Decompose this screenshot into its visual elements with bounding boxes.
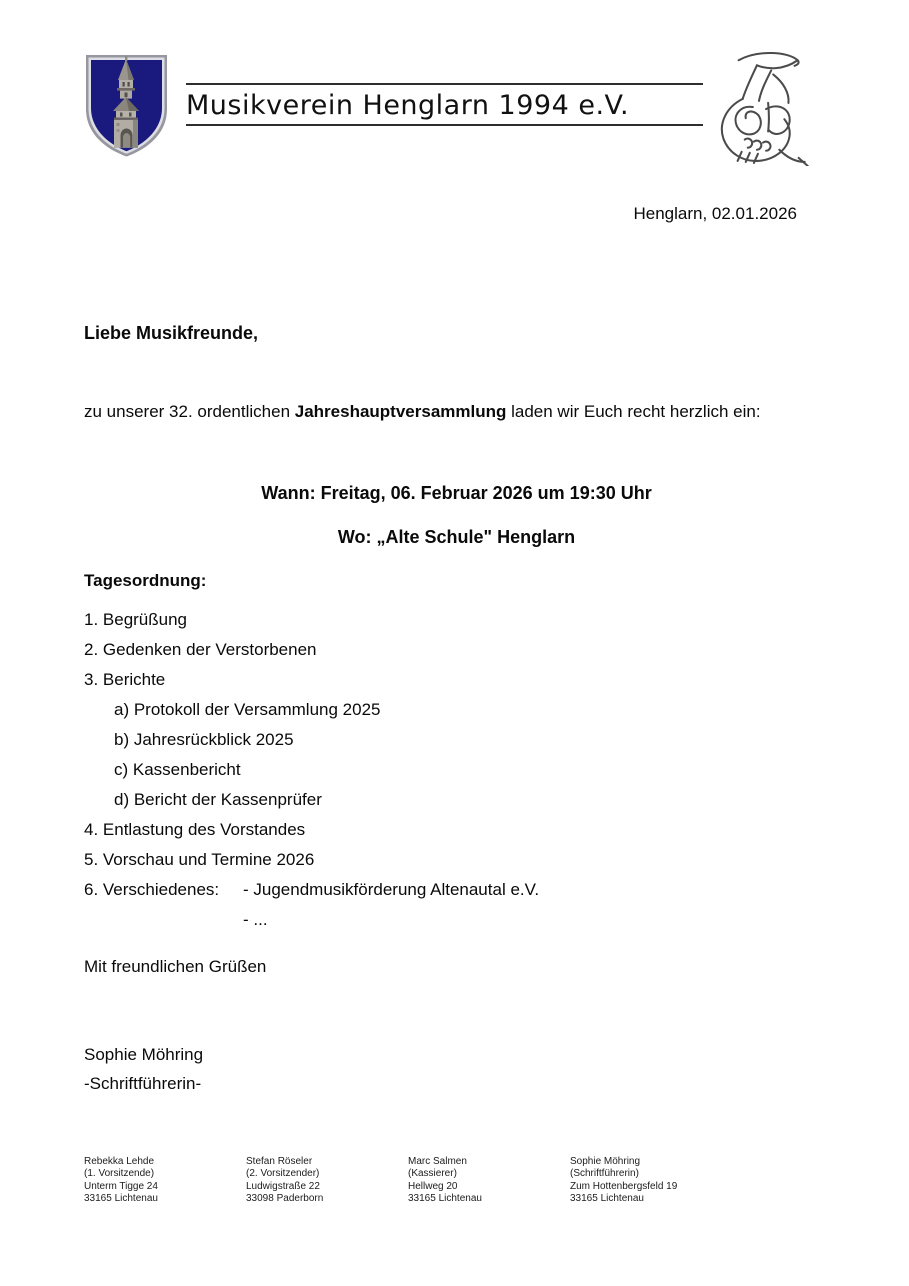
contact-city: 33165 Lichtenau [570, 1193, 644, 1205]
contact-card-2 [246, 1156, 323, 1206]
agenda-item-3a: a) Protokoll der Versammlung 2025 [114, 700, 381, 719]
salutation: Liebe Musikfreunde, [84, 323, 259, 343]
club-crest-icon [83, 53, 170, 158]
intro-after: laden wir Euch recht herzlich ein: [506, 402, 761, 421]
contact-role: (Kassierer) [408, 1168, 457, 1180]
masthead [186, 83, 703, 126]
contact-street: Unterm Tigge 24 [84, 1180, 158, 1192]
where-line: Wo: „Alte Schule" Henglarn [337, 527, 576, 547]
agenda-item-3d: d) Bericht der Kassenprüfer [114, 790, 322, 809]
intro-paragraph [84, 402, 844, 422]
contact-name: Marc Salmen [408, 1156, 467, 1167]
contact-street: Hellweg 20 [408, 1180, 458, 1192]
agenda-title: Tagesordnung: [84, 571, 207, 590]
contact-street: Ludwigstraße 22 [246, 1180, 320, 1192]
contact-role: (Schriftführerin) [570, 1168, 639, 1180]
contact-city: 33098 Paderborn [246, 1193, 324, 1205]
contact-name: Sophie Möhring [570, 1156, 641, 1167]
agenda-item-3b: b) Jahresrückblick 2025 [114, 730, 294, 749]
contact-card-3 [408, 1156, 482, 1206]
contact-role: (2. Vorsitzender) [246, 1168, 320, 1180]
club-name: Musikverein Henglarn 1994 e.V. [186, 90, 630, 121]
contact-name: Stefan Röseler [246, 1156, 313, 1167]
agenda-list [84, 605, 784, 935]
contact-card-1 [84, 1156, 158, 1206]
contact-card-4 [570, 1156, 677, 1206]
agenda-item-4: 4. Entlastung des Vorstandes [84, 820, 306, 839]
french-horn-icon [710, 46, 812, 166]
agenda-item-1: 1. Begrüßung [84, 610, 188, 629]
dateline: Henglarn, 02.01.2026 [633, 204, 797, 223]
agenda-item-6-detail: - Jugendmusikförderung Altenautal e.V. [243, 880, 540, 899]
agenda-item-6: 6. Verschiedenes: - Jugendmusikförderung Altenautal e.V. [84, 875, 784, 905]
intro-before: zu unserer 32. ordentlichen [84, 402, 295, 421]
contact-role: (1. Vorsitzende) [84, 1168, 155, 1180]
when-line: Wann: Freitag, 06. Februar 2026 um 19:30 Uhr [261, 483, 652, 503]
agenda-item-2: 2. Gedenken der Verstorbenen [84, 640, 317, 659]
contact-city: 33165 Lichtenau [408, 1193, 482, 1205]
agenda-item-3: 3. Berichte [84, 670, 166, 689]
intro-bold: Jahreshauptversammlung [294, 402, 507, 421]
signature-role: -Schriftführerin- [84, 1074, 202, 1093]
contact-name: Rebekka Lehde [84, 1156, 155, 1167]
signature-name: Sophie Möhring [84, 1045, 204, 1064]
agenda-item-6-detail-2: - ... [243, 910, 268, 929]
closing: Mit freundlichen Grüßen [84, 957, 267, 976]
contact-street: Zum Hottenbergsfeld 19 [570, 1180, 678, 1192]
contact-city: 33165 Lichtenau [84, 1193, 158, 1205]
agenda-item-5: 5. Vorschau und Termine 2026 [84, 850, 315, 869]
footer-contacts [0, 1156, 909, 1216]
agenda-item-3c: c) Kassenbericht [114, 760, 241, 779]
